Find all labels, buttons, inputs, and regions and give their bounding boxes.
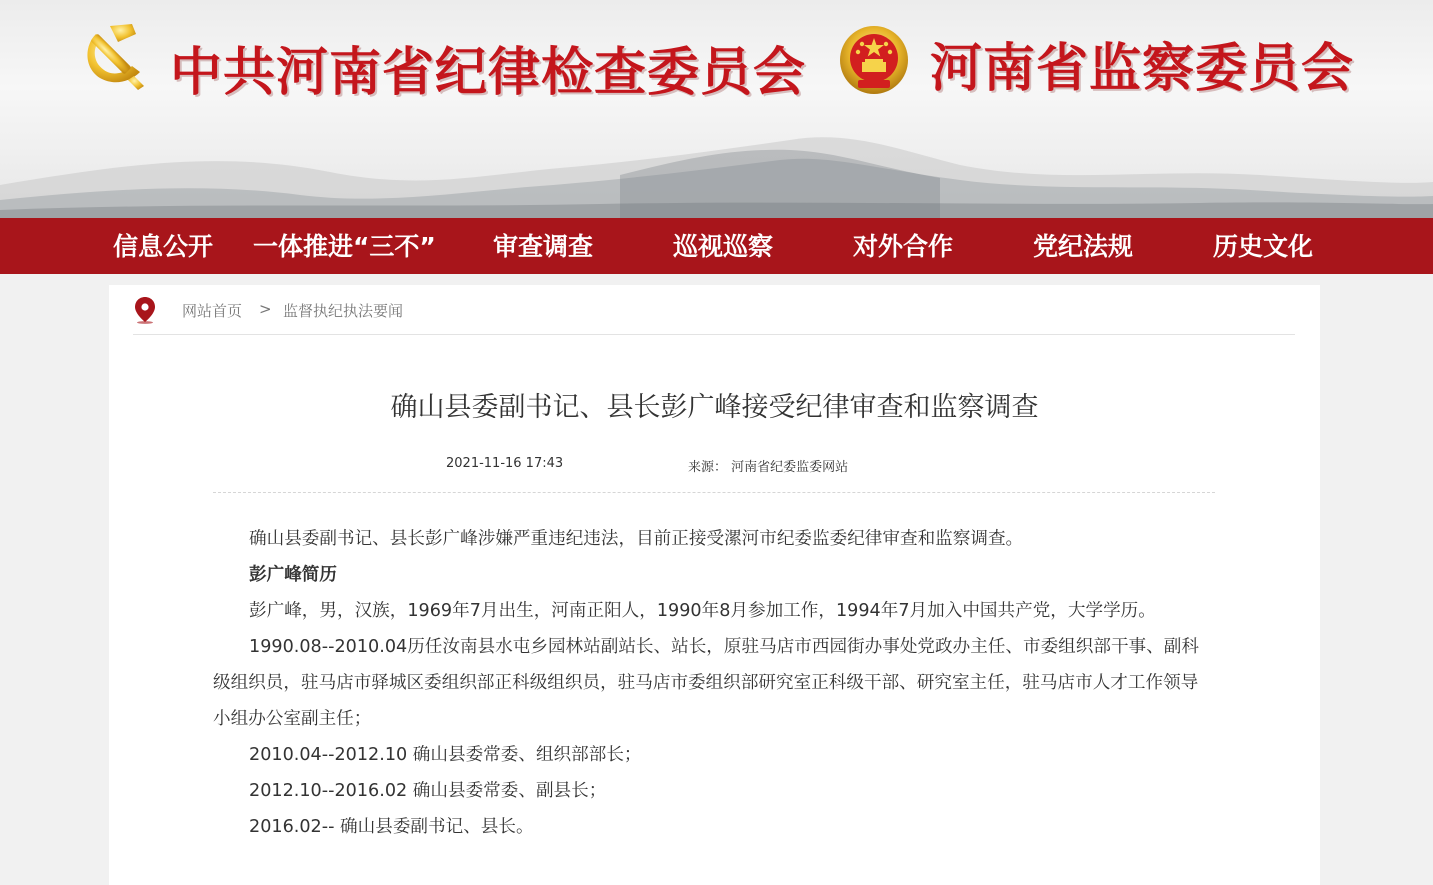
article-source: 来源： 河南省纪委监委网站 [688, 460, 849, 475]
party-emblem-icon [74, 20, 152, 96]
breadcrumb-current-link[interactable]: 监督执纪执法要闻 [283, 302, 404, 320]
article-body [213, 521, 1215, 845]
article-title: 确山县委副书记、县长彭广峰接受纪律审查和监察调查 [390, 392, 1039, 423]
nav-item-three-no[interactable]: 一体推进“三不” [253, 232, 436, 261]
nav-item-inspection[interactable]: 巡视巡察 [673, 232, 774, 261]
article-paragraph: 1990.08--2010.04历任汝南县水屯乡园林站副站长、站长，原驻马店市西园街办事处党政办主任、市委组织部干事、副科级组织员，驻马店市驿城区委组织部正科级组织员，驻马店市委组织部研究室正科级干部、研究室主任，驻马店市人才工作领导小组办公室副主任； [213, 637, 1199, 729]
breadcrumb-divider [133, 334, 1295, 335]
article-paragraph: 2012.10--2016.02 确山县委常委、副县长； [249, 781, 607, 801]
article-paragraph: 确山县委副书记、县长彭广峰涉嫌严重违纪违法，目前正接受漯河市纪委监委纪律审查和监察调查。 [249, 529, 1024, 549]
nav-item-regulations[interactable]: 党纪法规 [1033, 232, 1134, 261]
article-paragraph: 彭广峰，男，汉族，1969年7月出生，河南正阳人，1990年8月参加工作，1994年7月加入中国共产党，大学学历。 [249, 601, 1156, 621]
nav-item-info-disclosure[interactable]: 信息公开 [113, 232, 214, 261]
nav-item-cooperation[interactable]: 对外合作 [853, 232, 954, 261]
article-subheading: 彭广峰简历 [249, 565, 337, 585]
location-pin-icon [133, 296, 157, 328]
article-date: 2021-11-16 17:43 [446, 456, 564, 471]
article-paragraph: 2016.02-- 确山县委副书记、县长。 [249, 817, 534, 837]
article-container [109, 285, 1320, 885]
article-paragraph: 2010.04--2012.10 确山县委常委、组织部部长； [249, 745, 642, 765]
main-nav [0, 218, 1433, 274]
header-banner [0, 0, 1433, 218]
breadcrumb-separator: > [259, 300, 272, 318]
nav-item-investigation[interactable]: 审查调查 [493, 232, 594, 261]
breadcrumb-home-link[interactable]: 网站首页 [182, 302, 243, 320]
breadcrumb [109, 285, 1320, 335]
brand-title-supervision: 河南省监察委员会 [930, 38, 1355, 99]
national-emblem-icon [838, 22, 910, 102]
nav-item-history[interactable]: 历史文化 [1213, 232, 1314, 261]
brand-title-commission: 中共河南省纪律检查委员会 [170, 42, 807, 103]
meta-divider [213, 492, 1215, 493]
